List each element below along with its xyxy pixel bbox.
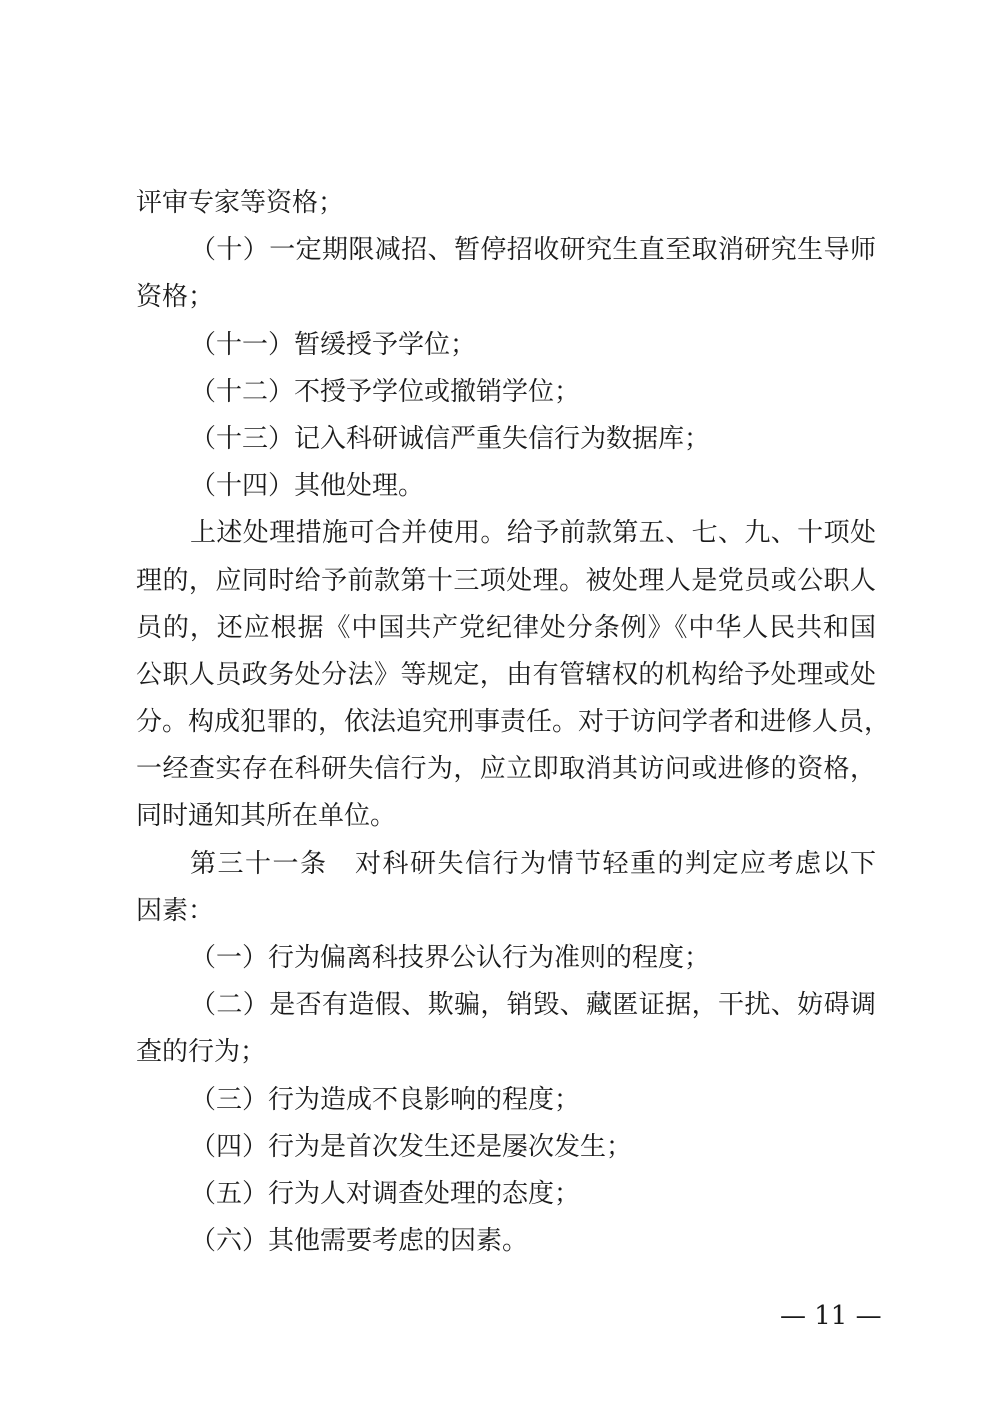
page-number: — 11 — (780, 1301, 882, 1331)
text-line: （二）是否有造假、欺骗，销毁、藏匿证据，干扰、妨碍调 (190, 990, 876, 1021)
text-line: （六）其他需要考虑的因素。 (190, 1226, 529, 1257)
text-line: （五）行为人对调查处理的态度； (190, 1178, 581, 1209)
text-line: 员的，还应根据《中国共产党纪律处分条例》《中华人民共和国 (136, 612, 876, 643)
text-line: 一经查实存在科研失信行为，应立即取消其访问或进修的资格， (136, 754, 876, 785)
text-line: 因素： (136, 895, 215, 926)
text-line: （十）一定期限减招、暂停招收研究生直至取消研究生导师 (190, 235, 876, 266)
text-line: 分。构成犯罪的，依法追究刑事责任。对于访问学者和进修人员， (136, 707, 891, 738)
article-heading-line: 第三十一条 对科研失信行为情节轻重的判定应考虑以下 (190, 848, 876, 879)
text-line: 同时通知其所在单位。 (136, 801, 397, 832)
text-line: （十三）记入科研诚信严重失信行为数据库； (190, 423, 711, 454)
text-line: （十一）暂缓授予学位； (190, 329, 477, 360)
text-line: （十四）其他处理。 (190, 471, 425, 502)
text-line: 查的行为； (136, 1037, 267, 1068)
text-line: 理的，应同时给予前款第十三项处理。被处理人是党员或公职人 (136, 565, 876, 596)
document-body (136, 180, 891, 1265)
text-line: 评审专家等资格； (136, 188, 345, 218)
text-line: （一）行为偏离科技界公认行为准则的程度； (190, 943, 711, 973)
text-line: 资格； (136, 282, 215, 313)
text-line: 上述处理措施可合并使用。给予前款第五、七、九、十项处 (190, 518, 876, 549)
text-line: （三）行为造成不良影响的程度； (190, 1084, 581, 1115)
text-line: （十二）不授予学位或撤销学位； (190, 376, 581, 407)
text-line: （四）行为是首次发生还是屡次发生； (190, 1131, 633, 1162)
text-line: 公职人员政务处分法》等规定，由有管辖权的机构给予处理或处 (136, 659, 876, 690)
